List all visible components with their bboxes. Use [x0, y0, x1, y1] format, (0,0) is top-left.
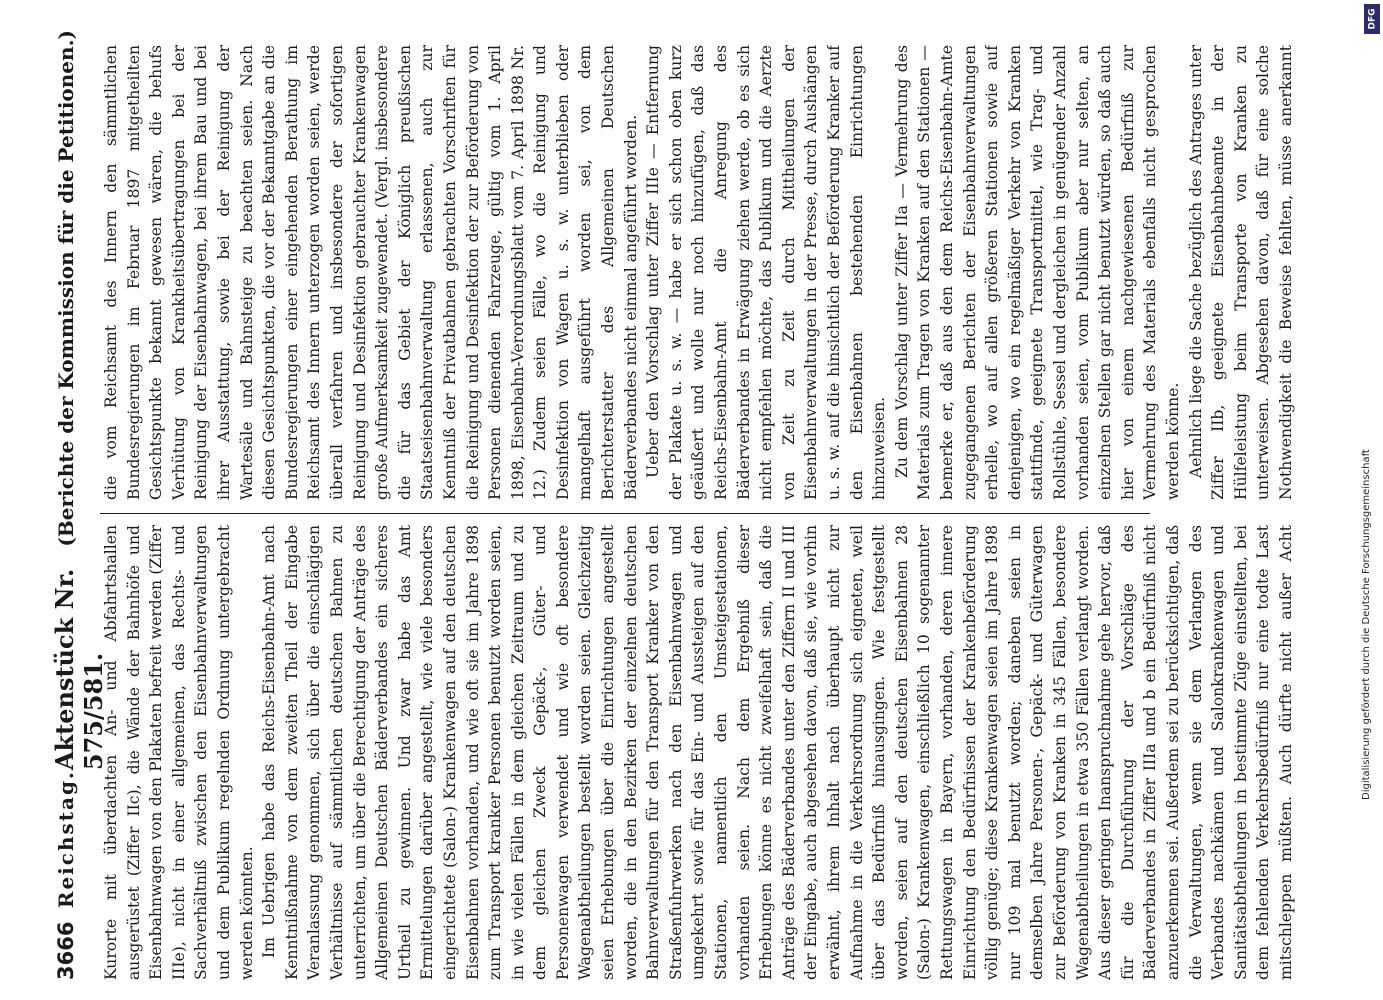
page-header	[50, 30, 108, 980]
paragraph: Zu dem Vorschlag unter Ziffer IIa — Vermehrung des Materials zum Tragen von Kranken auf den Stationen — bemerke er, daß aus den dem Reichs-Eisenbahn-Amte zugegangenen Berichten der Eisenbahnverwaltungen erhelle, wo auf allen größeren Stationen sowie auf denjenigen, wo ein regelmäßiger Verkehr von Kranken stattfinde, geeignete Transportmittel, wie Trag- und Rollstühle, Sessel und dergleichen in genügender Anzahl vorhanden seien, vom Publikum aber nur selten, an einzelnen Stellen gar nicht benutzt würden, so daß auch hier von einem nachgewiesenen Bedürfniß zur Vermehrung des Materials ebenfalls nicht gesprochen werden könne.	[892, 45, 1182, 500]
credit-text: Digitalisierung gefördert durch die Deutsche Forschungsgemeinschaft	[1361, 449, 1372, 800]
page-number: 3666	[54, 921, 78, 980]
right-column	[100, 45, 1300, 500]
rotated-page	[50, 30, 1330, 980]
column-divider	[100, 513, 1150, 514]
left-column	[100, 525, 1300, 980]
paragraph: Im Uebrigen habe das Reichs-Eisenbahn-Amt nach Kenntnißnahme von dem zweiten Theil der Eingabe Veranlassung genommen, sich über die einschlägigen Verhältnisse auf sämmtlichen deutschen Bahnen zu unterrichten, um über die Berechtigung der Anträge des Allgemeinen Deutschen Bäderverbandes ein sicheres Urtheil zu gewinnen. Und zwar habe das Amt Ermittelungen darüber angestellt, wie viele besonders eingerichtete (Salon-) Krankenwagen auf den deutschen Eisenbahnen vorhanden, und wie oft sie im Jahre 1898 zum Transport kranker Personen benutzt worden seien, in wie vielen Fällen in dem gleichen Zeitraum und zu dem gleichen Zweck Gepäck-, Güter- und Personenwagen verwendet und wie oft besondere Wagenabtheilungen bestellt worden seien. Gleichzeitig seien Erhebungen über die Einrichtungen angestellt worden, die in den Bezirken der einzelnen deutschen Bahnverwaltungen für den Transport Kranker von den Straßenfuhrwerken nach den Eisenbahnwagen und umgekehrt sowie für das Ein- und Aussteigen auf den Stationen, namentlich den Umsteigestationen, vorhanden seien. Nach dem Ergebniß dieser Erhebungen könne es nicht zweifelhaft sein, daß die Anträge des Bäderverbandes unter den Ziffern II und III der Eingabe, auch abgesehen davon, daß sie, wie vorhin erwähnt, ihrem Inhalt nach überhaupt nicht zur Aufnahme in die Verkehrsordnung sich eigneten, weil über das Bedürfniß hinausgingen. Wie festgestellt worden, seien auf den deutschen Eisenbahnen 28 (Salon-) Krankenwagen, einschließlich 10 sogenannter Rettungswagen in Bayern, vorhanden, deren innere Einrichtung den Bedürfnissen der Krankenbeförderung völlig genüge; diese Krankenwagen seien im Jahre 1898 nur 109 mal benutzt worden; daneben seien in demselben Jahre Personen-, Gepäck- und Güterwagen zur Beförderung von Kranken in 345 Fällen, besondere Wagenabtheilungen in etwa 350 Fällen verlangt worden. Aus dieser geringen Inanspruchnahme gehe hervor, daß für die Durchführung der Vorschläge des Bäderverbandes in Ziffer IIIa und b ein Bedürfniß nicht anzuerkennen sei. Außerdem sei zu berücksichtigen, daß die Verwaltungen, wenn sie dem Verlangen des Verbandes nachkämen und Salonkrankenwagen und Sanitätsabtheilungen in bestimmte Züge einstellten, bei dem fehlenden Verkehrsbedürfniß nur eine todte Last mitschleppen müßten. Auch dürfte nicht außer Acht	[260, 525, 1295, 980]
parliament-label: Reichstag.	[54, 770, 78, 909]
dfg-logo: DFG	[1364, 4, 1380, 34]
section-title: (Berichte der Kommission für die Petitionen.)	[54, 30, 78, 547]
paragraph: Kurorte mit überdachten An- und Abfahrtshallen ausgerüstet (Ziffer IIc), die Wände der Bahnhöfe und Eisenbahnwagen von den Plakaten befreit werden (Ziffer IIIe), nicht in einer allgemeinen, das Rechts- und Sachverhältniß zwischen den Eisenbahnverwaltungen und dem Publikum regelnden Ordnung untergebracht werden könnten.	[102, 525, 256, 980]
document-title: Aktenstück Nr. 575/581.	[50, 568, 108, 771]
paragraph: Ueber den Vorschlag unter Ziffer IIIe — Entfernung der Plakate u. s. w. — habe er sich schon oben kurz geäußert und wolle nur noch hinzufügen, daß das Reichs-Eisenbahn-Amt die Anregung des Bäderverbandes in Erwägung ziehen werde, ob es sich nicht empfehlen möchte, das Publikum und die Aerzte von Zeit zu Zeit durch Mittheilungen der Eisenbahnverwaltungen in der Presse, durch Aushängen u. s. w. auf die hinsichtlich der Beförderung Kranker auf den Eisenbahnen bestehenden Einrichtungen hinzuweisen.	[644, 45, 889, 500]
paragraph: die vom Reichsamt des Innern den sämmtlichen Bundesregierungen im Februar 1897 mitgetheilten Gesichtspunkte bekannt gewesen wären, die behufs Verhütung von Krankheitsübertragungen bei der Reinigung der Eisenbahnwagen, bei ihrem Bau und bei ihrer Ausstattung, sowie bei der Reinigung der Wartesäle und Bahnsteige zu beachten seien. Nach diesen Gesichtspunkten, die vor der Bekanntgabe an die Bundesregierungen einer eingehenden Berathung im Reichsamt des Innern unterzogen worden seien, werde überall verfahren und insbesondere der sofortigen Reinigung und Desinfektion gebrauchter Krankenwagen große Aufmerksamkeit zugewendet. (Vergl. insbesondere die für das Gebiet der Königlich preußischen Staatseisenbahnverwaltung erlassenen, auch zur Kenntniß der Privatbahnen gebrachten Vorschriften für die Reinigung und Desinfektion der zur Beförderung von Personen dienenden Fahrzeuge, gültig vom 1. April 1898, Eisenbahn-Verordnungsblatt vom 7. April 1898 Nr. 12.) Zudem seien Fälle, wo die Reinigung und Desinfektion von Wagen u. s. w. unterblieben oder mangelhaft ausgeführt worden sei, von dem Berichterstatter des Allgemeinen Deutschen Bäderverbandes nicht einmal angeführt worden.	[102, 45, 640, 500]
digitization-credit	[1357, 10, 1383, 1000]
paragraph: Aehnlich liege die Sache bezüglich des Antrages unter Ziffer IIb, geeignete Eisenbahnbeamte in der Hülfeleistung beim Transporte von Kranken zu unterweisen. Abgesehen davon, daß für eine solche Nothwendigkeit die Beweise fehlten, müsse anerkannt	[1186, 45, 1295, 500]
